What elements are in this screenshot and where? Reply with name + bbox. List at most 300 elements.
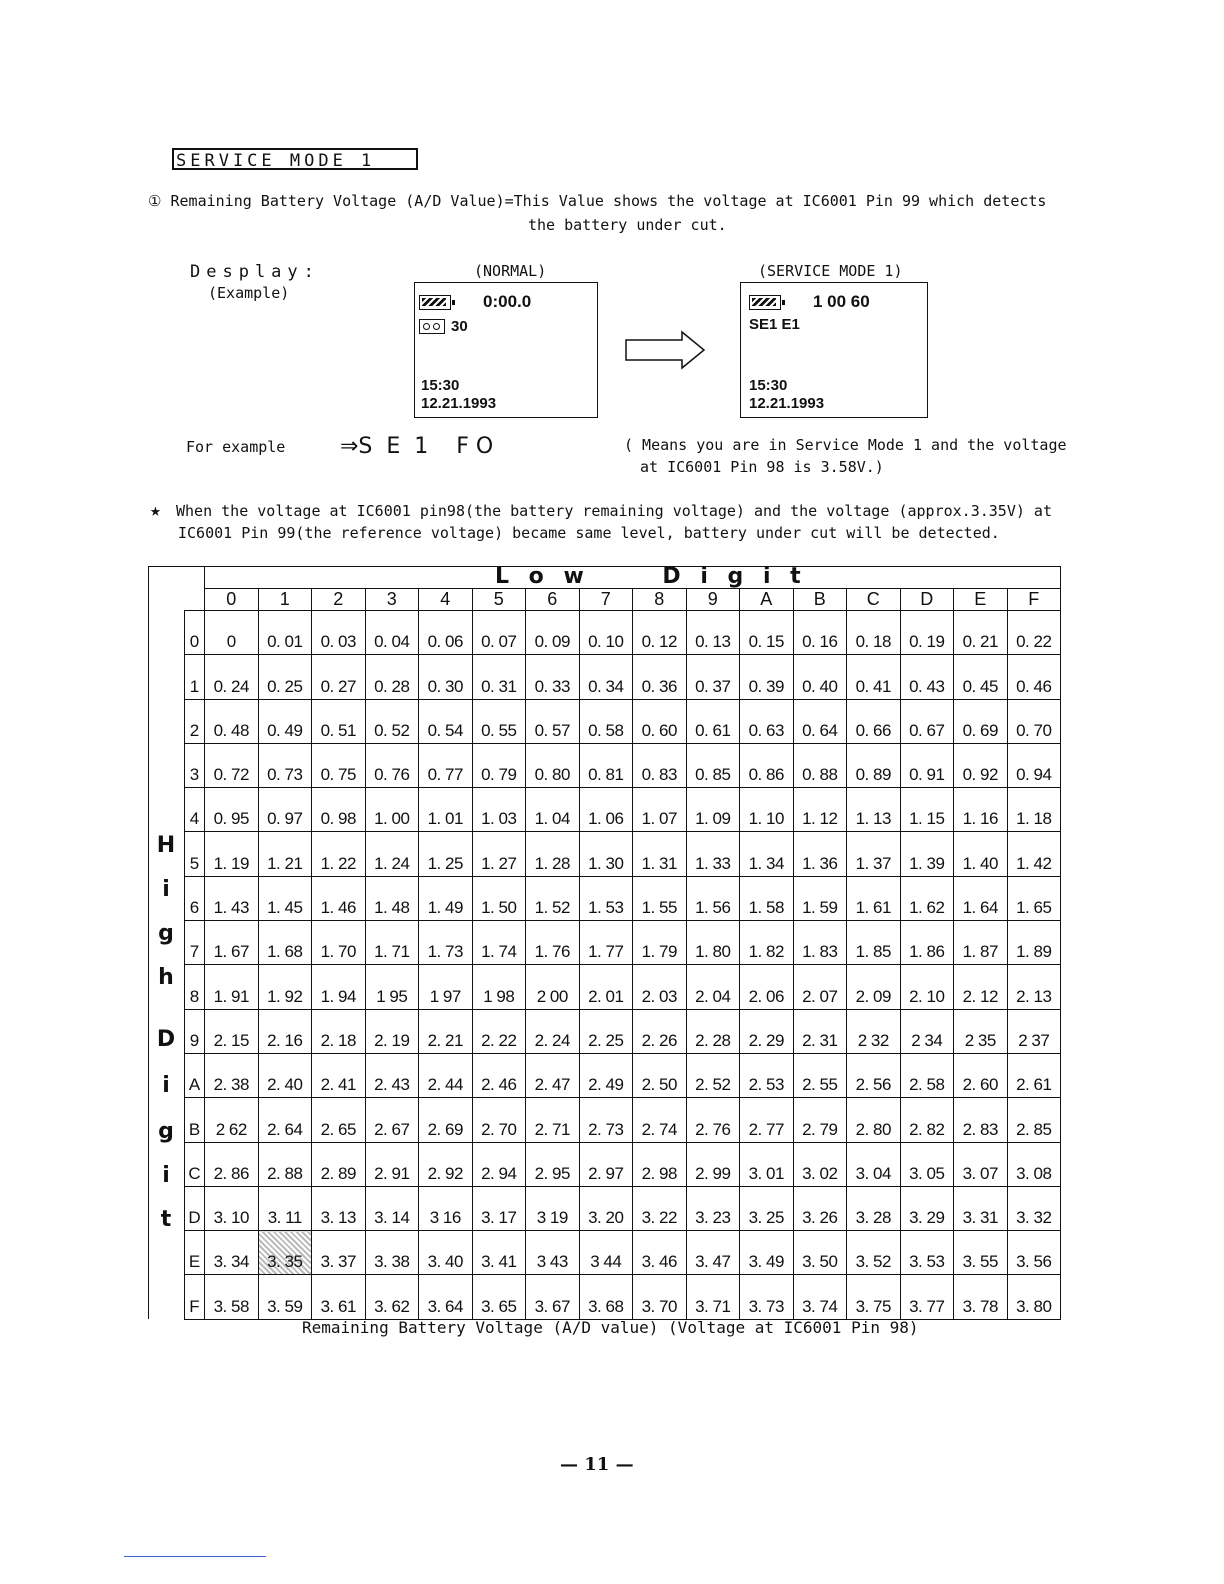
table-cell: 2 34	[900, 1009, 954, 1053]
high-digit-letter: H	[156, 832, 176, 858]
row-header: 9	[185, 1009, 205, 1053]
table-row	[149, 1098, 1061, 1142]
display-example-label: (Example)	[208, 284, 290, 302]
table-cell: 3. 05	[900, 1142, 954, 1186]
table-cell: 2. 12	[954, 965, 1008, 1009]
low-digit-header	[205, 567, 1061, 589]
table-cell: 1. 79	[633, 921, 687, 965]
row-header: 0	[185, 611, 205, 655]
table-cell: 0. 18	[847, 611, 901, 655]
table-cell: 3. 08	[1007, 1142, 1061, 1186]
example-code: ⇒S E 1 F O	[340, 434, 494, 459]
column-header: 7	[579, 589, 633, 611]
table-cell: 0. 33	[526, 655, 580, 699]
table-cell: 2 62	[205, 1098, 259, 1142]
table-cell: 2. 41	[312, 1053, 366, 1097]
table-cell: 3. 02	[793, 1142, 847, 1186]
table-cell: 2. 91	[365, 1142, 419, 1186]
table-cell: 2. 98	[633, 1142, 687, 1186]
display-label: Desplay:	[190, 262, 320, 282]
table-cell: 2. 74	[633, 1098, 687, 1142]
example-note-1: ( Means you are in Service Mode 1 and the voltage	[624, 436, 1067, 454]
normal-screen-caption: (NORMAL)	[474, 262, 547, 280]
table-cell: 0. 51	[312, 699, 366, 743]
column-header: B	[793, 589, 847, 611]
table-cell: 0. 34	[579, 655, 633, 699]
table-row	[149, 743, 1061, 787]
table-cell: 2. 13	[1007, 965, 1061, 1009]
table-cell: 1. 53	[579, 876, 633, 920]
table-cell: 0. 63	[740, 699, 794, 743]
table-cell: 2. 65	[312, 1098, 366, 1142]
table-cell: 3. 04	[847, 1142, 901, 1186]
row-header: B	[185, 1098, 205, 1142]
table-cell: 2 32	[847, 1009, 901, 1053]
column-header: 4	[419, 589, 473, 611]
table-cell: 3 19	[526, 1186, 580, 1230]
table-cell: 0. 03	[312, 611, 366, 655]
table-cell: 1. 40	[954, 832, 1008, 876]
table-cell: 2. 43	[365, 1053, 419, 1097]
high-digit-header	[149, 611, 185, 1320]
table-cell: 0. 43	[900, 655, 954, 699]
table-cell: 3. 46	[633, 1231, 687, 1275]
table-row	[149, 1186, 1061, 1230]
table-cell: 0. 79	[472, 743, 526, 787]
table-row	[149, 655, 1061, 699]
table-row	[149, 788, 1061, 832]
table-cell: 3. 56	[1007, 1231, 1061, 1275]
normal-tape-count: 30	[451, 318, 468, 335]
table-cell: 3. 61	[312, 1275, 366, 1319]
high-digit-letter: h	[158, 964, 174, 990]
table-cell: 0. 72	[205, 743, 259, 787]
table-cell: 3. 38	[365, 1231, 419, 1275]
table-cell: 0. 07	[472, 611, 526, 655]
table-cell: 2. 25	[579, 1009, 633, 1053]
table-cell: 1. 27	[472, 832, 526, 876]
table-cell: 0. 95	[205, 788, 259, 832]
column-header: 8	[633, 589, 687, 611]
table-cell: 0. 54	[419, 699, 473, 743]
table-cell: 3. 59	[258, 1275, 312, 1319]
table-row	[149, 699, 1061, 743]
table-cell: 2. 16	[258, 1009, 312, 1053]
table-cell: 2. 19	[365, 1009, 419, 1053]
table-cell: 2. 79	[793, 1098, 847, 1142]
table-cell: 1. 00	[365, 788, 419, 832]
table-cell: 1. 64	[954, 876, 1008, 920]
bottom-rule	[124, 1556, 266, 1557]
table-row	[149, 1053, 1061, 1097]
table-cell: 2. 92	[419, 1142, 473, 1186]
page-number: — 11 —	[560, 1454, 634, 1475]
table-cell: 0. 97	[258, 788, 312, 832]
table-cell: 0. 04	[365, 611, 419, 655]
table-cell: 1. 18	[1007, 788, 1061, 832]
table-cell: 2. 46	[472, 1053, 526, 1097]
row-header: 2	[185, 699, 205, 743]
row-header: E	[185, 1231, 205, 1275]
table-cell: 1. 37	[847, 832, 901, 876]
table-cell: 0. 88	[793, 743, 847, 787]
table-cell: 3. 10	[205, 1186, 259, 1230]
table-cell: 0. 98	[312, 788, 366, 832]
table-cell: 1. 28	[526, 832, 580, 876]
table-cell: 2. 07	[793, 965, 847, 1009]
table-cell: 2 00	[526, 965, 580, 1009]
table-cell: 0. 81	[579, 743, 633, 787]
table-cell: 2. 89	[312, 1142, 366, 1186]
table-cell: 1. 43	[205, 876, 259, 920]
row-header: C	[185, 1142, 205, 1186]
table-cell: 3. 41	[472, 1231, 526, 1275]
table-cell: 2. 01	[579, 965, 633, 1009]
page-title: SERVICE MODE 1	[172, 148, 418, 170]
table-cell: 1. 92	[258, 965, 312, 1009]
table-cell: 1. 58	[740, 876, 794, 920]
table-cell: 0. 22	[1007, 611, 1061, 655]
table-cell: 2. 60	[954, 1053, 1008, 1097]
table-cell: 1 97	[419, 965, 473, 1009]
table-cell: 0. 30	[419, 655, 473, 699]
table-cell: 1. 12	[793, 788, 847, 832]
table-cell: 0. 27	[312, 655, 366, 699]
table-row	[149, 1275, 1061, 1319]
table-cell: 0. 06	[419, 611, 473, 655]
for-example-label: For example	[186, 438, 286, 456]
table-cell: 1. 39	[900, 832, 954, 876]
table-cell: 3. 58	[205, 1275, 259, 1319]
table-cell: 3 44	[579, 1231, 633, 1275]
table-cell: 3. 80	[1007, 1275, 1061, 1319]
service-date: 12.21.1993	[749, 395, 825, 412]
table-row	[149, 1142, 1061, 1186]
table-cell: 2. 85	[1007, 1098, 1061, 1142]
table-cell: 2. 38	[205, 1053, 259, 1097]
table-cell: 2. 52	[686, 1053, 740, 1097]
table-cell: 0. 24	[205, 655, 259, 699]
table-cell: 1. 33	[686, 832, 740, 876]
column-header: 5	[472, 589, 526, 611]
table-cell: 0. 25	[258, 655, 312, 699]
table-cell: 1. 50	[472, 876, 526, 920]
table-cell: 2. 50	[633, 1053, 687, 1097]
table-cell: 2. 18	[312, 1009, 366, 1053]
table-cell: 0. 69	[954, 699, 1008, 743]
table-cell: 1. 71	[365, 921, 419, 965]
table-cell: 0. 09	[526, 611, 580, 655]
row-header: 6	[185, 876, 205, 920]
intro-line-2: the battery under cut.	[528, 216, 727, 234]
table-cell: 3. 64	[419, 1275, 473, 1319]
table-row	[149, 1231, 1061, 1275]
table-cell: 3. 75	[847, 1275, 901, 1319]
table-cell: 2. 99	[686, 1142, 740, 1186]
normal-time: 0:00.0	[483, 292, 532, 311]
table-cell: 3. 62	[365, 1275, 419, 1319]
table-cell: 2. 31	[793, 1009, 847, 1053]
service-value: 1 00 60	[813, 292, 870, 311]
low-digit-header-text: L o w D i g i t	[495, 566, 801, 589]
high-digit-letter: g	[158, 920, 174, 946]
table-cell: 2. 82	[900, 1098, 954, 1142]
table-cell: 0. 36	[633, 655, 687, 699]
table-cell: 3. 70	[633, 1275, 687, 1319]
table-cell: 2. 06	[740, 965, 794, 1009]
table-cell: 2. 73	[579, 1098, 633, 1142]
table-cell: 1. 31	[633, 832, 687, 876]
table-cell: 3. 32	[1007, 1186, 1061, 1230]
row-header: 7	[185, 921, 205, 965]
column-header: 6	[526, 589, 580, 611]
table-cell: 3 43	[526, 1231, 580, 1275]
table-cell: 3. 25	[740, 1186, 794, 1230]
table-cell: 0. 21	[954, 611, 1008, 655]
table-cell: 2. 95	[526, 1142, 580, 1186]
table-cell: 3. 65	[472, 1275, 526, 1319]
column-header: 2	[312, 589, 366, 611]
normal-clock: 15:30	[421, 377, 460, 394]
column-header: E	[954, 589, 1008, 611]
table-cell: 3. 22	[633, 1186, 687, 1230]
table-cell: 3. 55	[954, 1231, 1008, 1275]
table-cell: 3. 35	[258, 1231, 312, 1275]
table-cell: 2. 94	[472, 1142, 526, 1186]
column-header: 3	[365, 589, 419, 611]
table-cell: 3. 29	[900, 1186, 954, 1230]
table-cell: 1. 67	[205, 921, 259, 965]
table-cell: 3. 71	[686, 1275, 740, 1319]
table-cell: 3. 31	[954, 1186, 1008, 1230]
table-cell: 2. 03	[633, 965, 687, 1009]
table-cell: 0. 86	[740, 743, 794, 787]
high-digit-letter: D	[156, 1026, 176, 1052]
table-cell: 1. 36	[793, 832, 847, 876]
table-cell: 2. 28	[686, 1009, 740, 1053]
table-cell: 2. 58	[900, 1053, 954, 1097]
high-digit-letter: i	[162, 1072, 170, 1098]
table-cell: 2. 67	[365, 1098, 419, 1142]
intro-line-1: ① Remaining Battery Voltage (A/D Value)=This Value shows the voltage at IC6001 Pin 99 which detects	[148, 192, 1047, 210]
row-header: D	[185, 1186, 205, 1230]
tape-icon	[419, 319, 445, 334]
table-cell: 2. 88	[258, 1142, 312, 1186]
table-cell: 2. 77	[740, 1098, 794, 1142]
table-cell: 0. 64	[793, 699, 847, 743]
table-cell: 2. 47	[526, 1053, 580, 1097]
normal-screen	[414, 282, 598, 418]
table-cell: 1. 09	[686, 788, 740, 832]
table-cell: 1. 10	[740, 788, 794, 832]
table-cell: 1. 03	[472, 788, 526, 832]
table-cell: 0. 89	[847, 743, 901, 787]
table-cell: 1. 45	[258, 876, 312, 920]
table-cell: 3. 23	[686, 1186, 740, 1230]
table-cell: 1. 94	[312, 965, 366, 1009]
table-cell: 2. 49	[579, 1053, 633, 1097]
row-header: F	[185, 1275, 205, 1319]
table-cell: 2 37	[1007, 1009, 1061, 1053]
table-cell: 1. 89	[1007, 921, 1061, 965]
battery-icon	[419, 295, 451, 310]
table-cell: 0. 28	[365, 655, 419, 699]
table-cell: 3. 34	[205, 1231, 259, 1275]
table-cell: 3. 73	[740, 1275, 794, 1319]
table-cell: 2. 53	[740, 1053, 794, 1097]
table-cell: 0. 46	[1007, 655, 1061, 699]
table-cell: 2. 61	[1007, 1053, 1061, 1097]
table-cell: 0. 91	[900, 743, 954, 787]
table-cell: 2. 04	[686, 965, 740, 1009]
table-cell: 1. 22	[312, 832, 366, 876]
high-digit-letter: i	[162, 1162, 170, 1188]
table-cell: 1 98	[472, 965, 526, 1009]
table-cell: 0. 55	[472, 699, 526, 743]
column-header: 0	[205, 589, 259, 611]
table-cell: 1. 19	[205, 832, 259, 876]
table-cell: 2. 71	[526, 1098, 580, 1142]
table-cell: 3. 77	[900, 1275, 954, 1319]
table-caption: Remaining Battery Voltage (A/D value) (Voltage at IC6001 Pin 98)	[302, 1318, 919, 1337]
table-cell: 2. 44	[419, 1053, 473, 1097]
table-cell: 1. 13	[847, 788, 901, 832]
table-cell: 1. 07	[633, 788, 687, 832]
table-cell: 3. 14	[365, 1186, 419, 1230]
table-cell: 3. 40	[419, 1231, 473, 1275]
table-cell: 0. 13	[686, 611, 740, 655]
table-cell: 1. 80	[686, 921, 740, 965]
table-cell: 1. 77	[579, 921, 633, 965]
table-cell: 0. 31	[472, 655, 526, 699]
high-digit-letter: i	[162, 876, 170, 902]
table-cell: 0. 37	[686, 655, 740, 699]
table-cell: 0. 41	[847, 655, 901, 699]
table-cell: 0. 57	[526, 699, 580, 743]
table-cell: 1. 06	[579, 788, 633, 832]
table-cell: 1. 52	[526, 876, 580, 920]
table-cell: 0. 75	[312, 743, 366, 787]
table-cell: 0	[205, 611, 259, 655]
table-cell: 2. 83	[954, 1098, 1008, 1142]
table-cell: 0. 67	[900, 699, 954, 743]
table-cell: 0. 58	[579, 699, 633, 743]
table-cell: 0. 73	[258, 743, 312, 787]
table-cell: 0. 01	[258, 611, 312, 655]
table-cell: 2. 97	[579, 1142, 633, 1186]
table-cell: 2. 76	[686, 1098, 740, 1142]
table-cell: 0. 40	[793, 655, 847, 699]
table-cell: 1 95	[365, 965, 419, 1009]
table-cell: 2. 69	[419, 1098, 473, 1142]
table-cell: 2. 64	[258, 1098, 312, 1142]
table-cell: 1. 16	[954, 788, 1008, 832]
high-digit-letter: t	[160, 1206, 172, 1232]
table-cell: 0. 12	[633, 611, 687, 655]
table-cell: 0. 19	[900, 611, 954, 655]
table-cell: 0. 39	[740, 655, 794, 699]
table-cell: 1. 74	[472, 921, 526, 965]
table-cell: 1. 61	[847, 876, 901, 920]
table-row	[149, 876, 1061, 920]
voltage-table	[148, 566, 1061, 1320]
high-digit-letter: g	[158, 1118, 174, 1144]
table-cell: 2. 29	[740, 1009, 794, 1053]
table-cell: 1. 55	[633, 876, 687, 920]
table-row	[149, 965, 1061, 1009]
table-cell: 1. 62	[900, 876, 954, 920]
note-line-2: IC6001 Pin 99(the reference voltage) became same level, battery under cut will be detected.	[178, 524, 1000, 542]
table-cell: 1. 25	[419, 832, 473, 876]
table-cell: 2. 24	[526, 1009, 580, 1053]
table-cell: 0. 76	[365, 743, 419, 787]
table-cell: 3. 20	[579, 1186, 633, 1230]
table-cell: 2. 86	[205, 1142, 259, 1186]
example-note-2: at IC6001 Pin 98 is 3.58V.)	[640, 458, 884, 476]
service-code: SE1 E1	[749, 316, 800, 333]
table-cell: 3 16	[419, 1186, 473, 1230]
table-cell: 3. 67	[526, 1275, 580, 1319]
table-cell: 1. 49	[419, 876, 473, 920]
row-header: 4	[185, 788, 205, 832]
table-cell: 0. 94	[1007, 743, 1061, 787]
star-icon: ★	[150, 500, 161, 521]
table-cell: 1. 04	[526, 788, 580, 832]
table-cell: 1. 15	[900, 788, 954, 832]
table-cell: 0. 16	[793, 611, 847, 655]
table-cell: 1. 86	[900, 921, 954, 965]
table-cell: 3. 17	[472, 1186, 526, 1230]
table-cell: 1. 01	[419, 788, 473, 832]
table-cell: 0. 60	[633, 699, 687, 743]
table-cell: 2. 55	[793, 1053, 847, 1097]
table-cell: 0. 48	[205, 699, 259, 743]
service-screen-caption: (SERVICE MODE 1)	[758, 262, 903, 280]
table-cell: 0. 52	[365, 699, 419, 743]
table-cell: 3. 01	[740, 1142, 794, 1186]
row-header: 3	[185, 743, 205, 787]
table-cell: 3. 28	[847, 1186, 901, 1230]
table-row	[149, 1009, 1061, 1053]
table-cell: 3. 26	[793, 1186, 847, 1230]
table-cell: 1. 70	[312, 921, 366, 965]
table-cell: 1. 21	[258, 832, 312, 876]
normal-date: 12.21.1993	[421, 395, 497, 412]
column-header: 1	[258, 589, 312, 611]
table-cell: 2. 70	[472, 1098, 526, 1142]
right-arrow-icon	[624, 330, 708, 370]
table-cell: 1. 59	[793, 876, 847, 920]
service-clock: 15:30	[749, 377, 788, 394]
table-cell: 0. 92	[954, 743, 1008, 787]
table-cell: 3. 47	[686, 1231, 740, 1275]
column-header: 9	[686, 589, 740, 611]
table-cell: 3. 07	[954, 1142, 1008, 1186]
table-cell: 0. 70	[1007, 699, 1061, 743]
column-header: D	[900, 589, 954, 611]
column-header: F	[1007, 589, 1061, 611]
table-cell: 0. 61	[686, 699, 740, 743]
table-cell: 1. 91	[205, 965, 259, 1009]
table-cell: 1. 48	[365, 876, 419, 920]
table-cell: 3. 11	[258, 1186, 312, 1230]
table-cell: 3. 74	[793, 1275, 847, 1319]
table-row	[149, 832, 1061, 876]
table-cell: 3. 37	[312, 1231, 366, 1275]
table-cell: 1. 34	[740, 832, 794, 876]
table-cell: 1. 73	[419, 921, 473, 965]
table-cell: 0. 66	[847, 699, 901, 743]
